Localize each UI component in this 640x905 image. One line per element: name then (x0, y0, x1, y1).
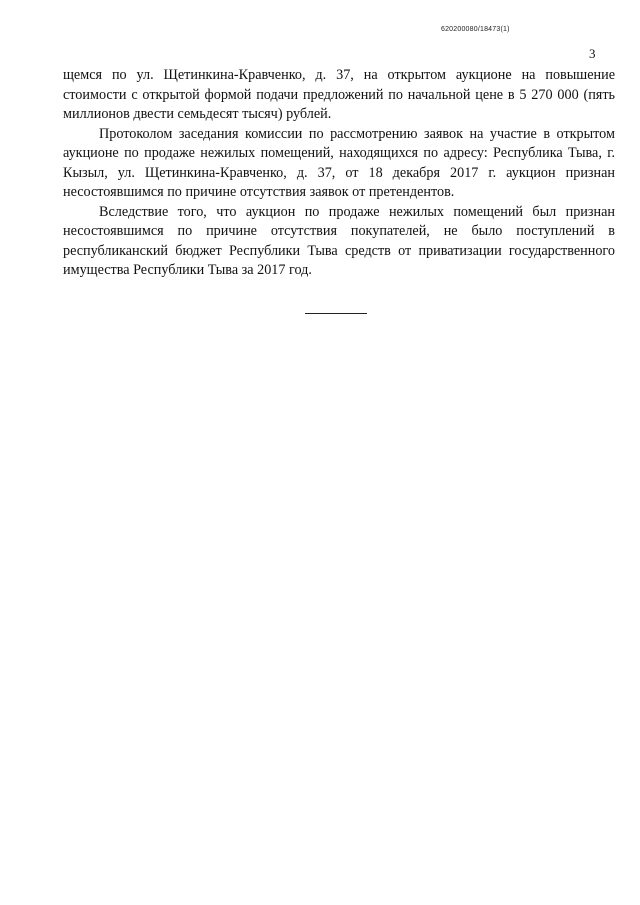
page-number: 3 (589, 46, 596, 61)
document-id-stamp: 620200080/18473(1) (441, 26, 510, 33)
end-of-text-rule (305, 313, 367, 314)
document-body (63, 66, 615, 281)
paragraph-conclusion: Вследствие того, что аукцион по продаже нежилых помещений был признан несостоявшимся по причине отсутствия покупателей, не было поступлений в республиканский бюджет Республики Тыва средств от приватизации государственного имущества Республики Тыва за 2017 год. (63, 203, 615, 278)
paragraph-continuation: щемся по ул. Щетинкина-Кравченко, д. 37, на открытом аукционе на повышение стоимости с открытой формой подачи предложений по начальной цене в 5 270 000 (пять миллионов двести семьдесят тысяч) рублей. (63, 67, 615, 122)
paragraph-protocol: Протоколом заседания комиссии по рассмотрению заявок на участие в открытом аукционе по продаже нежилых помещений, находящихся по адресу: Республика Тыва, г. Кызыл, ул. Щетинкина-Кравченко, д. 37, от 18 декабря 2017 г. аукцион признан несостоявшимся по причине отсутствия заявок от претендентов. (63, 125, 615, 200)
